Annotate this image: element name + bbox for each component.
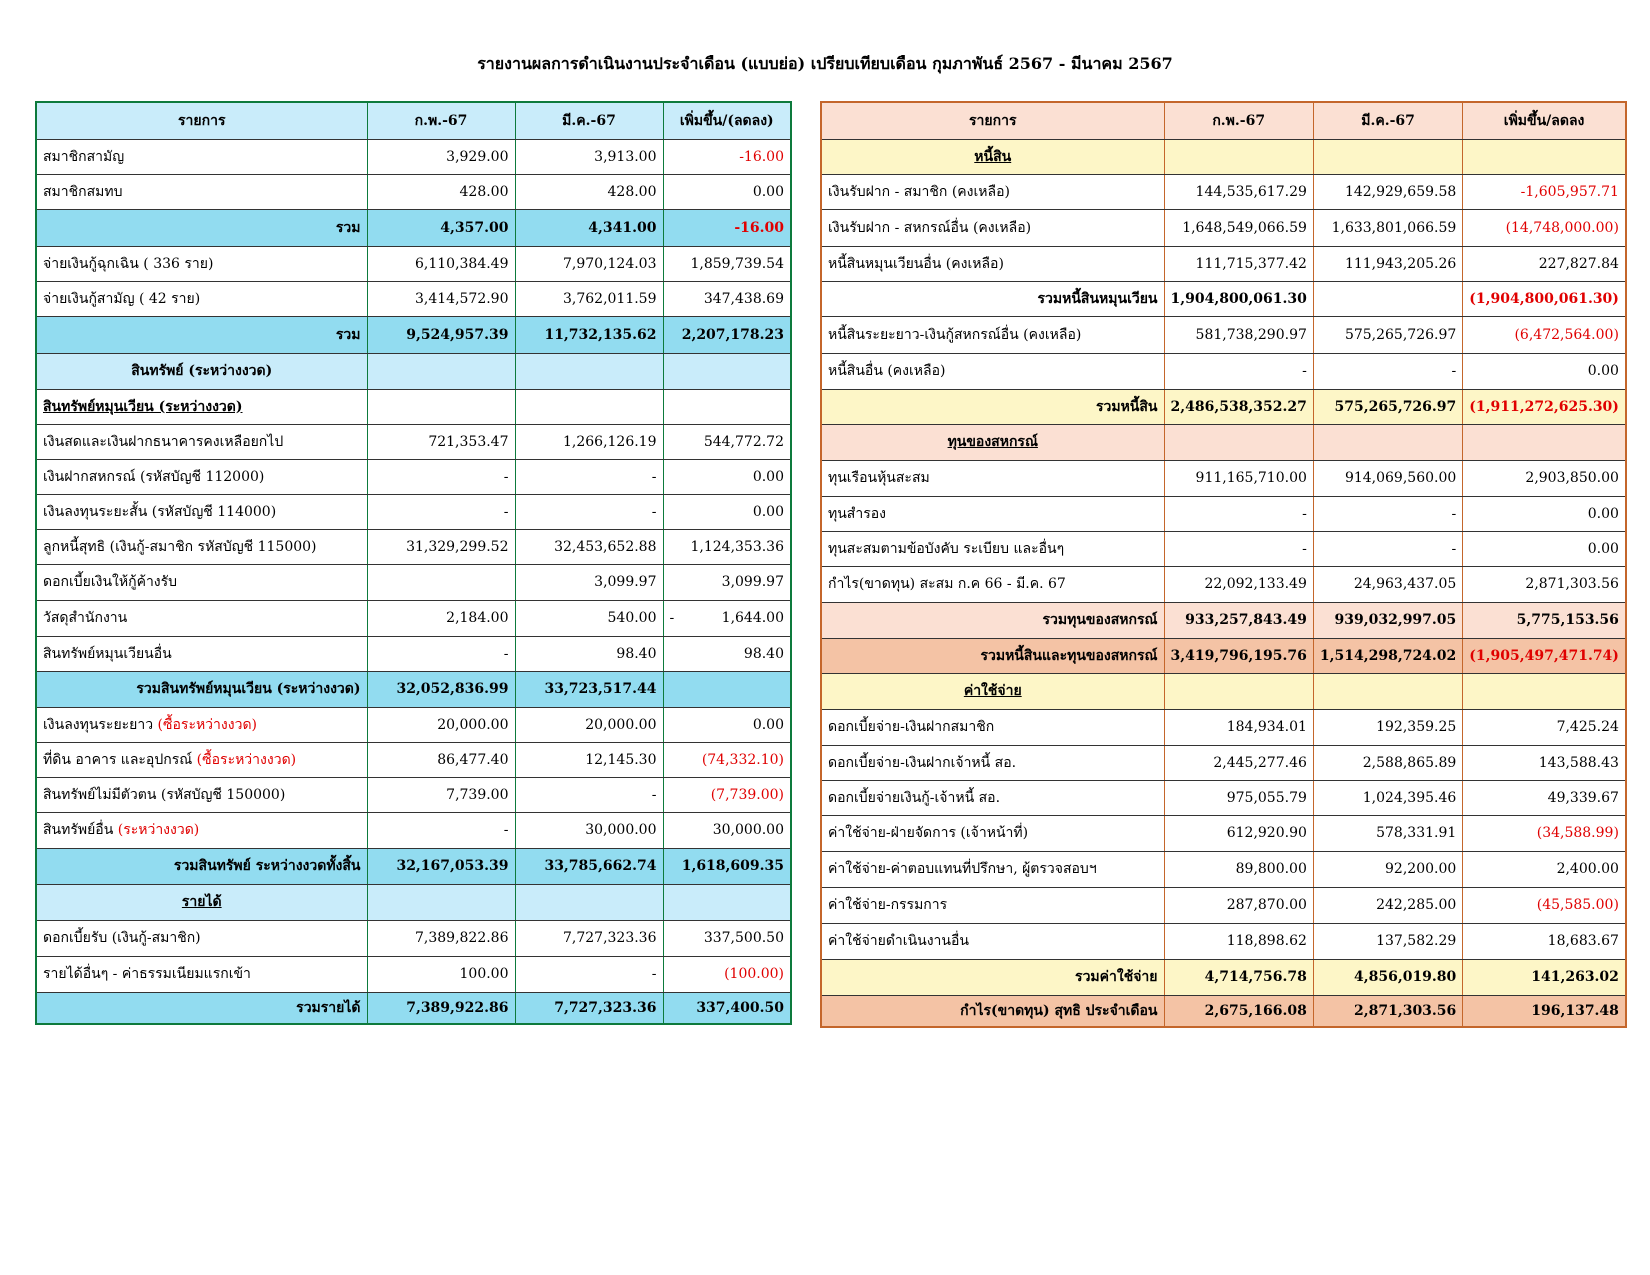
cell-mar: - [515, 777, 663, 812]
cell-feb: 89,800.00 [1164, 851, 1313, 887]
cell-mar: - [515, 494, 663, 529]
table-row [821, 246, 1626, 281]
table-row [36, 636, 791, 671]
cell-mar: 20,000.00 [515, 707, 663, 742]
table-row [36, 459, 791, 494]
cell-feb: 3,419,796,195.76 [1164, 638, 1313, 673]
cell-mar: 2,588,865.89 [1313, 745, 1462, 780]
cell-diff: (6,472,564.00) [1463, 316, 1626, 353]
cell-feb: 2,675,166.08 [1164, 995, 1313, 1027]
cell-diff: 143,588.43 [1463, 745, 1626, 780]
cell-mar: 7,970,124.03 [515, 246, 663, 281]
empty-cell [515, 353, 663, 389]
cell-mar: - [1313, 496, 1462, 531]
empty-cell [1463, 424, 1626, 460]
table-row [821, 745, 1626, 780]
row-label: สินทรัพย์ไม่มีตัวตน (รหัสบัญชี 150000) [36, 777, 367, 812]
cell-diff: 0.00 [1463, 531, 1626, 566]
cell-diff: 1,859,739.54 [663, 246, 791, 281]
row-label: ค่าใช้จ่าย-กรรมการ [821, 887, 1164, 923]
row-label: ดอกเบี้ยจ่ายเงินกู้-เจ้าหนี้ สอ. [821, 780, 1164, 815]
cell-mar: 540.00 [515, 600, 663, 636]
cell-mar: 2,871,303.56 [1313, 995, 1462, 1027]
row-label: รวมหนี้สิน [821, 389, 1164, 424]
cell-feb [367, 564, 515, 600]
cell-feb: - [1164, 353, 1313, 389]
cell-mar: 92,200.00 [1313, 851, 1462, 887]
cell-mar: 578,331.91 [1313, 815, 1462, 851]
cell-feb: 1,904,800,061.30 [1164, 281, 1313, 316]
row-label: ดอกเบี้ยเงินให้กู้ค้างรับ [36, 564, 367, 600]
cell-mar: 111,943,205.26 [1313, 246, 1462, 281]
total-row [821, 389, 1626, 424]
cell-diff: (74,332.10) [663, 742, 791, 777]
cell-feb: 3,414,572.90 [367, 281, 515, 316]
row-label: ทุนเรือนหุ้นสะสม [821, 460, 1164, 496]
table-row [36, 812, 791, 848]
cell-diff: 2,207,178.23 [663, 316, 791, 353]
cell-feb: 933,257,843.49 [1164, 602, 1313, 638]
total-row [36, 848, 791, 884]
cell-mar: 33,785,662.74 [515, 848, 663, 884]
empty-cell [663, 389, 791, 424]
cell-mar: 12,145.30 [515, 742, 663, 777]
left-header-row [36, 102, 791, 139]
cell-mar: 914,069,560.00 [1313, 460, 1462, 496]
cell-diff: -16.00 [663, 139, 791, 174]
empty-cell [367, 884, 515, 920]
table-row [821, 460, 1626, 496]
table-row [821, 851, 1626, 887]
cell-feb: 428.00 [367, 174, 515, 209]
empty-cell [1164, 139, 1313, 174]
empty-cell [663, 884, 791, 920]
table-row [821, 923, 1626, 959]
cell-feb: 144,535,617.29 [1164, 174, 1313, 209]
cell-feb: 86,477.40 [367, 742, 515, 777]
cell-feb: 118,898.62 [1164, 923, 1313, 959]
cell-feb: 581,738,290.97 [1164, 316, 1313, 353]
cell-mar: - [1313, 531, 1462, 566]
cell-diff: 337,500.50 [663, 920, 791, 956]
cell-feb: 612,920.90 [1164, 815, 1313, 851]
cell-diff: 337,400.50 [663, 992, 791, 1024]
subsection-label: สินทรัพย์หมุนเวียน (ระหว่างงวด) [36, 389, 367, 424]
cell-feb: - [1164, 496, 1313, 531]
row-label: รวมทุนของสหกรณ์ [821, 602, 1164, 638]
cell-diff: 141,263.02 [1463, 959, 1626, 995]
cell-mar: 7,727,323.36 [515, 992, 663, 1024]
cell-diff: 3,099.97 [663, 564, 791, 600]
header-diff: เพิ่มขึ้น/ลดลง [1463, 102, 1626, 139]
cell-mar: 242,285.00 [1313, 887, 1462, 923]
cell-diff: 0.00 [663, 459, 791, 494]
label-text: ที่ดิน อาคาร และอุปกรณ์ [43, 751, 197, 768]
row-label: รายได้อื่นๆ - ค่าธรรมเนียมแรกเข้า [36, 956, 367, 992]
cell-feb: - [1164, 531, 1313, 566]
cell-mar: 33,723,517.44 [515, 671, 663, 707]
cell-diff: -16.00 [663, 209, 791, 246]
cell-mar: 1,514,298,724.02 [1313, 638, 1462, 673]
cell-mar: 24,963,437.05 [1313, 566, 1462, 602]
row-label: ทุนสำรอง [821, 496, 1164, 531]
table-row [821, 353, 1626, 389]
cell-feb: 9,524,957.39 [367, 316, 515, 353]
right-table-panel [820, 101, 1627, 1028]
cell-diff: 2,903,850.00 [1463, 460, 1626, 496]
table-row [36, 600, 791, 636]
cell-mar: 32,453,652.88 [515, 529, 663, 564]
empty-cell [1313, 673, 1462, 709]
cell-diff: 0.00 [663, 494, 791, 529]
row-label: เงินลงทุนระยะสั้น (รหัสบัญชี 114000) [36, 494, 367, 529]
cell-feb: - [367, 812, 515, 848]
label-text: เงินลงทุนระยะยาว [43, 716, 158, 733]
cell-diff: 98.40 [663, 636, 791, 671]
cell-diff [663, 600, 791, 636]
table-row [36, 246, 791, 281]
row-label: เงินสดและเงินฝากธนาคารคงเหลือยกไป [36, 424, 367, 459]
cell-mar: 3,762,011.59 [515, 281, 663, 316]
cell-diff [663, 671, 791, 707]
table-row [36, 529, 791, 564]
row-label: เงินรับฝาก - สหกรณ์อื่น (คงเหลือ) [821, 209, 1164, 246]
cell-mar: 142,929,659.58 [1313, 174, 1462, 209]
cell-diff: 2,871,303.56 [1463, 566, 1626, 602]
cell-mar: 1,633,801,066.59 [1313, 209, 1462, 246]
cell-diff: 227,827.84 [1463, 246, 1626, 281]
row-label: รวมหนี้สินและทุนของสหกรณ์ [821, 638, 1164, 673]
row-label: รวม [36, 316, 367, 353]
empty-cell [515, 389, 663, 424]
header-feb: ก.พ.-67 [367, 102, 515, 139]
table-row [821, 780, 1626, 815]
cell-mar: 1,024,395.46 [1313, 780, 1462, 815]
cell-diff: (100.00) [663, 956, 791, 992]
cell-mar: - [515, 956, 663, 992]
row-label: รวมรายได้ [36, 992, 367, 1024]
empty-cell [515, 884, 663, 920]
cell-mar: 4,856,019.80 [1313, 959, 1462, 995]
cell-feb: 22,092,133.49 [1164, 566, 1313, 602]
cell-mar: 3,099.97 [515, 564, 663, 600]
table-row [36, 281, 791, 316]
cell-feb: 1,648,549,066.59 [1164, 209, 1313, 246]
cell-diff: 2,400.00 [1463, 851, 1626, 887]
row-label [36, 707, 367, 742]
row-label: เงินรับฝาก - สมาชิก (คงเหลือ) [821, 174, 1164, 209]
cell-diff: 1,618,609.35 [663, 848, 791, 884]
label-red-text: (ซื้อระหว่างงวด) [157, 716, 257, 733]
cell-feb: 20,000.00 [367, 707, 515, 742]
section-row [821, 424, 1626, 460]
cell-diff: 49,339.67 [1463, 780, 1626, 815]
cell-feb: 4,714,756.78 [1164, 959, 1313, 995]
section-row [821, 673, 1626, 709]
cell-mar: 7,727,323.36 [515, 920, 663, 956]
row-label: ทุนสะสมตามข้อบังคับ ระเบียบ และอื่นๆ [821, 531, 1164, 566]
cell-feb: 2,486,538,352.27 [1164, 389, 1313, 424]
section-label: ค่าใช้จ่าย [821, 673, 1164, 709]
table-row [821, 566, 1626, 602]
table-row [821, 316, 1626, 353]
report-title: รายงานผลการดำเนินงานประจำเดือน (แบบย่อ) เปรียบเทียบเดือน กุมภาพันธ์ 2567 - มีนาคม 2567 [477, 54, 1173, 73]
cell-feb: - [367, 459, 515, 494]
total-row [821, 281, 1626, 316]
cell-feb: 2,445,277.46 [1164, 745, 1313, 780]
cell-mar: 30,000.00 [515, 812, 663, 848]
table-row [36, 424, 791, 459]
row-label: ดอกเบี้ยรับ (เงินกู้-สมาชิก) [36, 920, 367, 956]
row-label: รวมสินทรัพย์ ระหว่างงวดทั้งสิ้น [36, 848, 367, 884]
cell-mar: 428.00 [515, 174, 663, 209]
cell-diff: (1,904,800,061.30) [1463, 281, 1626, 316]
row-label: ลูกหนี้สุทธิ (เงินกู้-สมาชิก รหัสบัญชี 115000) [36, 529, 367, 564]
header-item: รายการ [821, 102, 1164, 139]
cell-diff: 347,438.69 [663, 281, 791, 316]
row-label: กำไร(ขาดทุน) สุทธิ ประจำเดือน [821, 995, 1164, 1027]
section-row [36, 353, 791, 389]
table-row [36, 494, 791, 529]
table-row [821, 709, 1626, 745]
row-label: รวมหนี้สินหมุนเวียน [821, 281, 1164, 316]
label-red-text: (ระหว่างงวด) [117, 822, 200, 838]
table-row [821, 174, 1626, 209]
row-label: ดอกเบี้ยจ่าย-เงินฝากสมาชิก [821, 709, 1164, 745]
right-table [820, 101, 1627, 1028]
cell-diff: 196,137.48 [1463, 995, 1626, 1027]
cell-feb: 287,870.00 [1164, 887, 1313, 923]
cell-diff: 1,124,353.36 [663, 529, 791, 564]
table-row [821, 531, 1626, 566]
cell-feb: 31,329,299.52 [367, 529, 515, 564]
table-row [821, 887, 1626, 923]
cell-feb: 7,389,822.86 [367, 920, 515, 956]
cell-feb: 6,110,384.49 [367, 246, 515, 281]
row-label: หนี้สินระยะยาว-เงินกู้สหกรณ์อื่น (คงเหลือ) [821, 316, 1164, 353]
header-feb: ก.พ.-67 [1164, 102, 1313, 139]
cell-mar: - [1313, 353, 1462, 389]
row-label [36, 742, 367, 777]
row-label: เงินฝากสหกรณ์ (รหัสบัญชี 112000) [36, 459, 367, 494]
cell-feb: 2,184.00 [367, 600, 515, 636]
cell-mar: 98.40 [515, 636, 663, 671]
row-label: สมาชิกสมทบ [36, 174, 367, 209]
cell-diff: 0.00 [1463, 353, 1626, 389]
cell-mar: - [515, 459, 663, 494]
table-row [36, 956, 791, 992]
total-row [821, 638, 1626, 673]
section-label: ทุนของสหกรณ์ [821, 424, 1164, 460]
label-red-text: (ซื้อระหว่างงวด) [196, 751, 297, 768]
empty-cell [1313, 424, 1462, 460]
cell-feb: 100.00 [367, 956, 515, 992]
cell-feb: 7,739.00 [367, 777, 515, 812]
cell-diff: (45,585.00) [1463, 887, 1626, 923]
cell-diff: 7,425.24 [1463, 709, 1626, 745]
row-label: รวมค่าใช้จ่าย [821, 959, 1164, 995]
diff-value: 1,644.00 [721, 610, 784, 626]
cell-diff: 544,772.72 [663, 424, 791, 459]
total-row [821, 959, 1626, 995]
row-label: กำไร(ขาดทุน) สะสม ก.ค 66 - มี.ค. 67 [821, 566, 1164, 602]
section-label: หนี้สิน [821, 139, 1164, 174]
total-row [36, 209, 791, 246]
cell-mar: 1,266,126.19 [515, 424, 663, 459]
empty-cell [1164, 424, 1313, 460]
table-row [821, 815, 1626, 851]
row-label: ค่าใช้จ่าย-ฝ่ายจัดการ (เจ้าหน้าที่) [821, 815, 1164, 851]
table-row [36, 742, 791, 777]
dash-prefix: - [669, 610, 675, 626]
cell-feb: 975,055.79 [1164, 780, 1313, 815]
left-table [35, 101, 792, 1025]
table-row [36, 139, 791, 174]
table-row [36, 777, 791, 812]
header-mar: มี.ค.-67 [1313, 102, 1462, 139]
row-label: หนี้สินอื่น (คงเหลือ) [821, 353, 1164, 389]
row-label: หนี้สินหมุนเวียนอื่น (คงเหลือ) [821, 246, 1164, 281]
row-label [36, 812, 367, 848]
cell-mar [1313, 281, 1462, 316]
row-label: ค่าใช้จ่าย-ค่าตอบแทนที่ปรึกษา, ผู้ตรวจสอบฯ [821, 851, 1164, 887]
row-label: ดอกเบี้ยจ่าย-เงินฝากเจ้าหนี้ สอ. [821, 745, 1164, 780]
empty-cell [1463, 139, 1626, 174]
total-row [821, 602, 1626, 638]
table-row [821, 496, 1626, 531]
cell-mar: 575,265,726.97 [1313, 389, 1462, 424]
cell-feb: 111,715,377.42 [1164, 246, 1313, 281]
row-label: จ่ายเงินกู้สามัญ ( 42 ราย) [36, 281, 367, 316]
header-mar: มี.ค.-67 [515, 102, 663, 139]
table-row [36, 920, 791, 956]
table-row [821, 209, 1626, 246]
net-profit-row [821, 995, 1626, 1027]
row-label: วัสดุสำนักงาน [36, 600, 367, 636]
total-row [36, 992, 791, 1024]
header-item: รายการ [36, 102, 367, 139]
cell-feb: 4,357.00 [367, 209, 515, 246]
cell-diff: (14,748,000.00) [1463, 209, 1626, 246]
cell-diff: 18,683.67 [1463, 923, 1626, 959]
empty-cell [663, 353, 791, 389]
cell-feb: 911,165,710.00 [1164, 460, 1313, 496]
section-label: รายได้ [36, 884, 367, 920]
empty-cell [1463, 673, 1626, 709]
cell-mar: 3,913.00 [515, 139, 663, 174]
left-table-panel [35, 101, 792, 1025]
total-row [36, 671, 791, 707]
row-label: สินทรัพย์หมุนเวียนอื่น [36, 636, 367, 671]
cell-feb: 32,052,836.99 [367, 671, 515, 707]
table-row [36, 707, 791, 742]
cell-diff: -1,605,957.71 [1463, 174, 1626, 209]
cell-mar: 575,265,726.97 [1313, 316, 1462, 353]
cell-mar: 939,032,997.05 [1313, 602, 1462, 638]
section-row [36, 884, 791, 920]
cell-mar: 192,359.25 [1313, 709, 1462, 745]
row-label: รวมสินทรัพย์หมุนเวียน (ระหว่างงวด) [36, 671, 367, 707]
right-header-row [821, 102, 1626, 139]
cell-diff: 5,775,153.56 [1463, 602, 1626, 638]
cell-feb: 32,167,053.39 [367, 848, 515, 884]
cell-mar: 4,341.00 [515, 209, 663, 246]
empty-cell [1313, 139, 1462, 174]
cell-feb: - [367, 636, 515, 671]
cell-diff: (7,739.00) [663, 777, 791, 812]
subsection-row [36, 389, 791, 424]
empty-cell [367, 389, 515, 424]
row-label: สมาชิกสามัญ [36, 139, 367, 174]
cell-mar: 137,582.29 [1313, 923, 1462, 959]
cell-diff: 0.00 [663, 707, 791, 742]
table-row [36, 564, 791, 600]
empty-cell [1164, 673, 1313, 709]
cell-feb: 3,929.00 [367, 139, 515, 174]
cell-diff: (1,905,497,471.74) [1463, 638, 1626, 673]
total-row [36, 316, 791, 353]
row-label: รวม [36, 209, 367, 246]
cell-feb: 721,353.47 [367, 424, 515, 459]
cell-feb: 7,389,922.86 [367, 992, 515, 1024]
cell-diff: 0.00 [1463, 496, 1626, 531]
cell-mar: 11,732,135.62 [515, 316, 663, 353]
cell-diff: (1,911,272,625.30) [1463, 389, 1626, 424]
cell-diff: (34,588.99) [1463, 815, 1626, 851]
cell-feb: 184,934.01 [1164, 709, 1313, 745]
table-row [36, 174, 791, 209]
section-row [821, 139, 1626, 174]
cell-diff: 30,000.00 [663, 812, 791, 848]
row-label: จ่ายเงินกู้ฉุกเฉิน ( 336 ราย) [36, 246, 367, 281]
row-label: ค่าใช้จ่ายดำเนินงานอื่น [821, 923, 1164, 959]
cell-feb: - [367, 494, 515, 529]
header-diff: เพิ่มขึ้น/(ลดลง) [663, 102, 791, 139]
empty-cell [367, 353, 515, 389]
section-label: สินทรัพย์ (ระหว่างงวด) [36, 353, 367, 389]
cell-diff: 0.00 [663, 174, 791, 209]
label-text: สินทรัพย์อื่น [43, 822, 118, 838]
